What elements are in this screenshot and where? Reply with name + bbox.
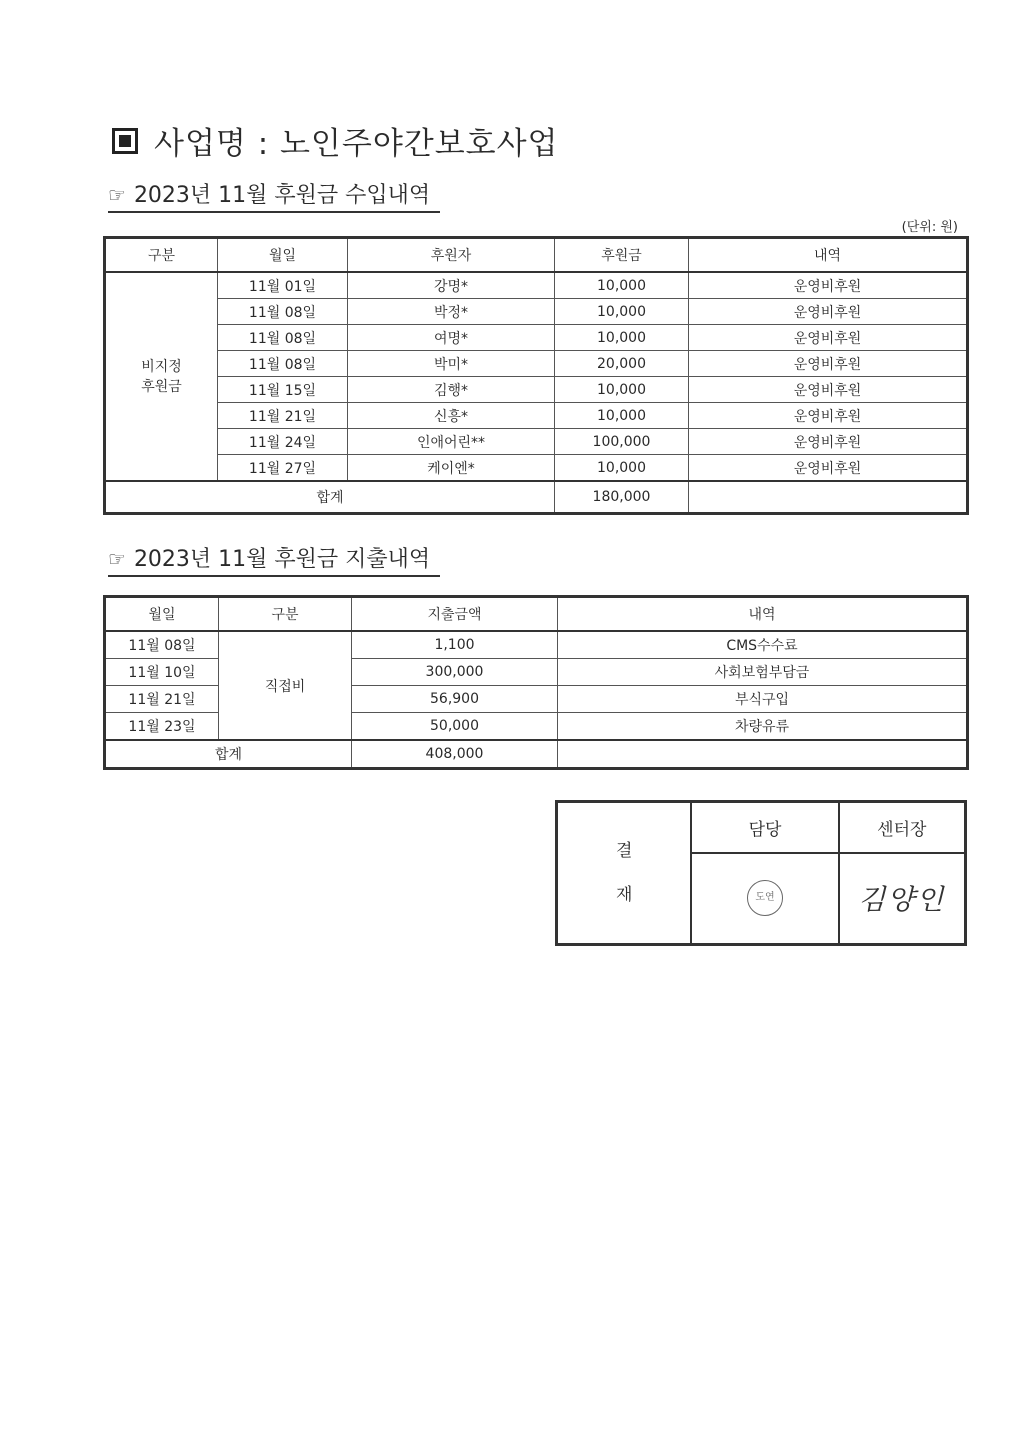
income-amount: 20,000 xyxy=(555,351,689,377)
expense-header-category: 구분 xyxy=(219,597,352,632)
approval-label-bottom: 재 xyxy=(616,885,633,905)
approval-box xyxy=(555,800,967,946)
income-date: 11월 08일 xyxy=(218,299,348,325)
expense-amount: 56,900 xyxy=(352,686,558,713)
approval-label-top: 결 xyxy=(616,841,633,861)
income-amount: 10,000 xyxy=(555,272,689,299)
income-amount: 10,000 xyxy=(555,325,689,351)
income-desc: 운영비후원 xyxy=(689,272,968,299)
income-donor: 신흥* xyxy=(348,403,555,429)
income-header-donor: 후원자 xyxy=(348,238,555,273)
pointing-hand-icon: ☞ xyxy=(108,547,126,571)
income-desc: 운영비후원 xyxy=(689,299,968,325)
table-row xyxy=(105,377,968,403)
income-desc: 운영비후원 xyxy=(689,325,968,351)
expense-heading-text: 2023년 11월 후원금 지출내역 xyxy=(133,547,431,572)
expense-date: 11월 08일 xyxy=(105,631,219,659)
income-donor: 인애어린** xyxy=(348,429,555,455)
approval-header-staff: 담당 xyxy=(691,802,838,853)
table-row xyxy=(105,299,968,325)
expense-table xyxy=(103,595,969,770)
income-total-row xyxy=(105,481,968,514)
table-row xyxy=(105,429,968,455)
income-desc: 운영비후원 xyxy=(689,351,968,377)
income-desc: 운영비후원 xyxy=(689,403,968,429)
approval-director-cell xyxy=(839,853,966,945)
table-row xyxy=(105,351,968,377)
signature: 김양인 xyxy=(858,883,946,917)
expense-amount: 300,000 xyxy=(352,659,558,686)
income-desc: 운영비후원 xyxy=(689,455,968,482)
expense-total-row xyxy=(105,740,968,769)
approval-label xyxy=(557,802,692,945)
income-donor: 박정* xyxy=(348,299,555,325)
income-heading xyxy=(108,178,440,213)
table-row xyxy=(105,403,968,429)
expense-header-desc: 내역 xyxy=(558,597,968,632)
income-header-desc: 내역 xyxy=(689,238,968,273)
income-donor: 케이엔* xyxy=(348,455,555,482)
expense-amount: 50,000 xyxy=(352,713,558,741)
income-desc: 운영비후원 xyxy=(689,377,968,403)
income-date: 11월 21일 xyxy=(218,403,348,429)
income-amount: 10,000 xyxy=(555,403,689,429)
expense-desc: 차량유류 xyxy=(558,713,968,741)
expense-header-date: 월일 xyxy=(105,597,219,632)
income-amount: 100,000 xyxy=(555,429,689,455)
expense-total-amount: 408,000 xyxy=(352,740,558,769)
income-amount: 10,000 xyxy=(555,299,689,325)
expense-date: 11월 23일 xyxy=(105,713,219,741)
income-date: 11월 01일 xyxy=(218,272,348,299)
income-date: 11월 24일 xyxy=(218,429,348,455)
approval-header-director: 센터장 xyxy=(839,802,966,853)
filled-square-icon xyxy=(112,128,138,154)
income-total-desc xyxy=(689,481,968,514)
seal-stamp: 도연 xyxy=(747,880,783,916)
expense-amount: 1,100 xyxy=(352,631,558,659)
expense-desc: 부식구입 xyxy=(558,686,968,713)
table-row xyxy=(105,325,968,351)
income-total-amount: 180,000 xyxy=(555,481,689,514)
income-amount: 10,000 xyxy=(555,377,689,403)
table-row xyxy=(105,631,968,659)
expense-total-desc xyxy=(558,740,968,769)
income-date: 11월 08일 xyxy=(218,351,348,377)
income-table xyxy=(103,236,969,515)
expense-category-cell: 직접비 xyxy=(219,631,352,740)
income-donor: 강명* xyxy=(348,272,555,299)
expense-desc: 사회보험부담금 xyxy=(558,659,968,686)
income-header-amount: 후원금 xyxy=(555,238,689,273)
expense-date: 11월 21일 xyxy=(105,686,219,713)
income-heading-text: 2023년 11월 후원금 수입내역 xyxy=(133,183,431,208)
expense-desc: CMS수수료 xyxy=(558,631,968,659)
income-category-cell: 비지정 후원금 xyxy=(105,272,218,481)
income-donor: 박미* xyxy=(348,351,555,377)
income-total-label: 합계 xyxy=(105,481,555,514)
income-donor: 여명* xyxy=(348,325,555,351)
pointing-hand-icon: ☞ xyxy=(108,183,126,207)
expense-header-amount: 지출금액 xyxy=(352,597,558,632)
page-title-text: 사업명 : 노인주야간보호사업 xyxy=(154,126,559,162)
unit-label: (단위: 원) xyxy=(901,220,958,235)
table-row xyxy=(105,455,968,482)
expense-total-label: 합계 xyxy=(105,740,352,769)
expense-date: 11월 10일 xyxy=(105,659,219,686)
table-row xyxy=(105,272,968,299)
income-header-category: 구분 xyxy=(105,238,218,273)
income-desc: 운영비후원 xyxy=(689,429,968,455)
income-amount: 10,000 xyxy=(555,455,689,482)
income-date: 11월 15일 xyxy=(218,377,348,403)
expense-heading xyxy=(108,542,440,577)
approval-staff-cell xyxy=(691,853,838,945)
income-donor: 김행* xyxy=(348,377,555,403)
page-title xyxy=(112,118,559,163)
income-date: 11월 27일 xyxy=(218,455,348,482)
income-date: 11월 08일 xyxy=(218,325,348,351)
income-header-date: 월일 xyxy=(218,238,348,273)
